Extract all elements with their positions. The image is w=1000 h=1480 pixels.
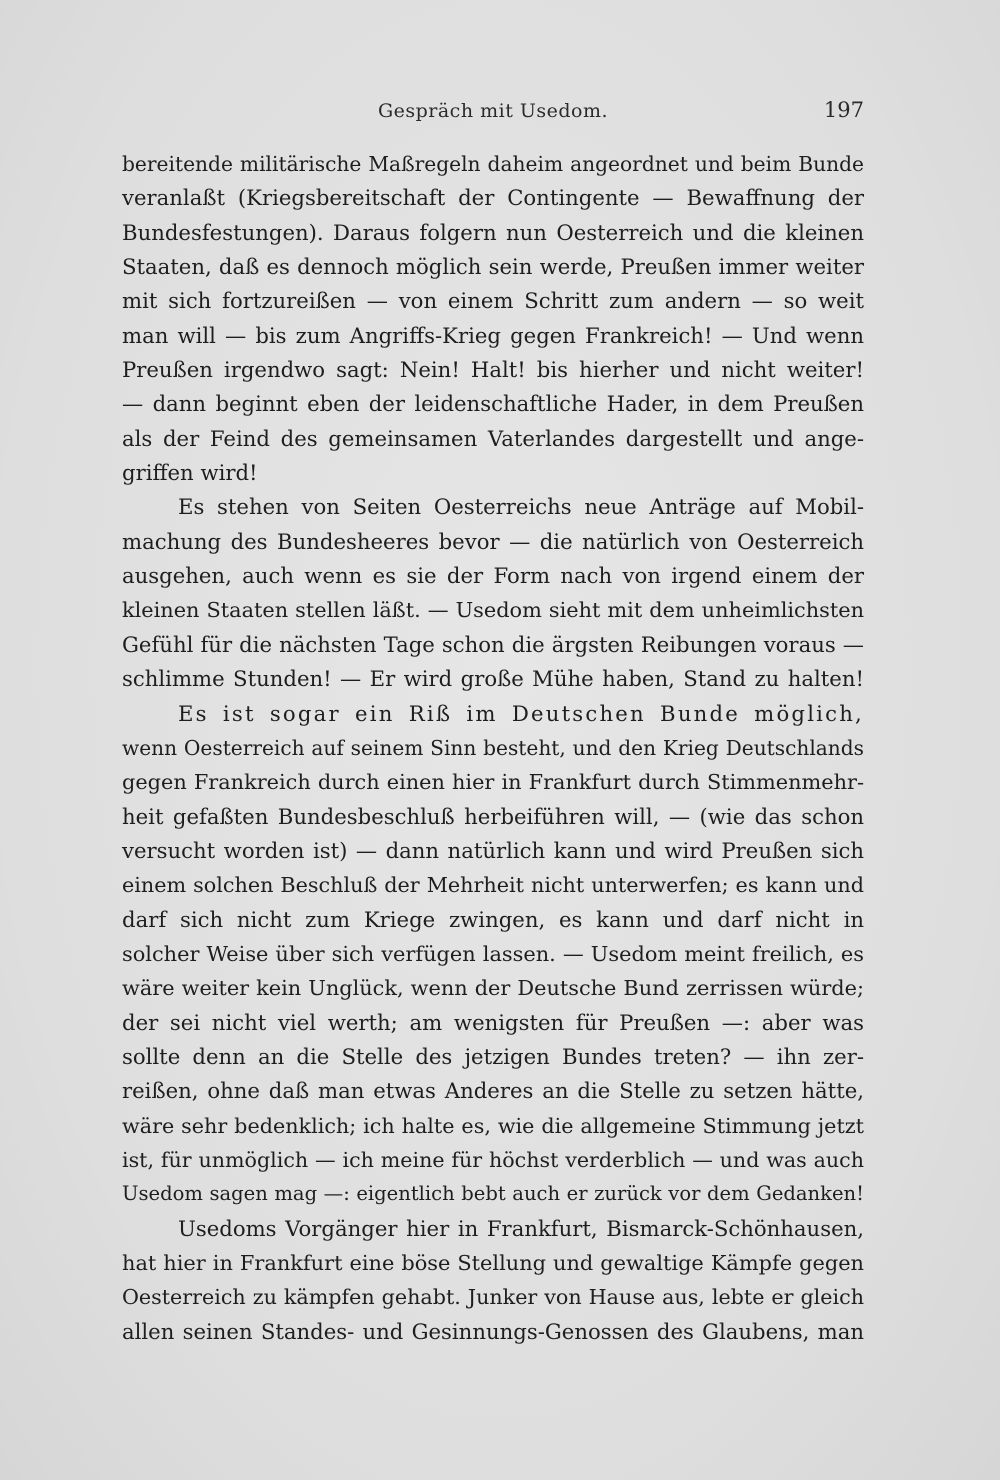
body-text [122,147,864,1349]
text-line: kleinen Staaten stellen läßt. — Usedom sieht mit dem unheimlichsten [122,598,864,623]
text-line: gegen Frankreich durch einen hier in Frankfurt durch Stimmenmehr- [122,770,864,795]
text-line: griffen wird! [122,460,258,486]
text-line: veranlaßt (Kriegsbereitschaft der Contingente — Bewaffnung der [122,185,864,211]
text-line: ist, für unmöglich — ich meine für höchst verderblich — und was auch [122,1147,864,1172]
text-line: Oesterreich zu kämpfen gehabt. Junker von Hause aus, lebte er gleich [122,1285,864,1310]
text-line: ausgehen, auch wenn es sie der Form nach von irgend einem der [122,563,864,589]
text-line: machung des Bundesheeres bevor — die natürlich von Oesterreich [122,528,864,554]
text-line: man will — bis zum Angriffs-Krieg gegen Frankreich! — Und wenn [122,322,864,348]
text-line: wäre sehr bedenklich; ich halte es, wie die allgemeine Stimmung jetzt [122,1113,864,1138]
text-line: Es stehen von Seiten Oesterreichs neue Anträge auf Mobil- [178,494,864,520]
text-line: Staaten, daß es dennoch möglich sein werde, Preußen immer weiter [122,254,864,280]
page-number: 197 [823,98,864,122]
text-line: bereitende militärische Maßregeln daheim angeordnet und beim Bunde [122,152,864,176]
text-line: wenn Oesterreich auf seinem Sinn besteht, und den Krieg Deutschlands [122,735,864,760]
text-line: solcher Weise über sich verfügen lassen. — Usedom meint freilich, es [122,941,864,966]
text-line: darf sich nicht zum Kriege zwingen, es kann und darf nicht in [122,906,864,932]
running-title: Gespräch mit Usedom. [377,100,609,122]
text-line: versucht worden ist) — dann natürlich kann und wird Preußen sich [122,837,864,863]
text-line: mit sich fortzureißen — von einem Schritt zum andern — so weit [122,288,864,314]
text-line: schlimme Stunden! — Er wird große Mühe haben, Stand zu halten! [122,666,864,692]
text-line: einem solchen Beschluß der Mehrheit nicht unterwerfen; es kann und [122,873,864,898]
text-line: heit gefaßten Bundesbeschluß herbeiführen will, — (wie das schon [122,803,864,829]
text-line: Usedom sagen mag —: eigentlich bebt auch er zurück vor dem Gedanken! [122,1182,864,1206]
text-line: als der Feind des gemeinsamen Vaterlandes dargestellt und ange- [122,425,864,451]
text-line: wäre weiter kein Unglück, wenn der Deutsche Bund zerrissen würde; [122,976,864,1001]
text-line: Usedoms Vorgänger hier in Frankfurt, Bismarck-Schönhausen, [178,1215,864,1241]
text-line: sollte denn an die Stelle des jetzigen Bundes treten? — ihn zer- [122,1043,864,1069]
text-line: Bundesfestungen). Daraus folgern nun Oesterreich und die kleinen [122,219,864,245]
text-line: Preußen irgendwo sagt: Nein! Halt! bis hierher und nicht weiter! [122,357,864,383]
text-line: Gefühl für die nächsten Tage schon die ärgsten Reibungen voraus — [122,631,864,657]
text-line: reißen, ohne daß man etwas Anderes an die Stelle zu setzen hätte, [122,1078,864,1104]
text-line: — dann beginnt eben der leidenschaftliche Hader, in dem Preußen [122,391,864,417]
text-line: hat hier in Frankfurt eine böse Stellung und gewaltige Kämpfe gegen [122,1251,864,1275]
text-line: Es ist sogar ein Riß im Deutschen Bunde möglich, [178,700,864,726]
running-head [122,96,864,132]
text-line: allen seinen Standes- und Gesinnungs-Genossen des Glaubens, man [122,1318,864,1344]
text-line: der sei nicht viel werth; am wenigsten für Preußen —: aber was [122,1009,864,1035]
